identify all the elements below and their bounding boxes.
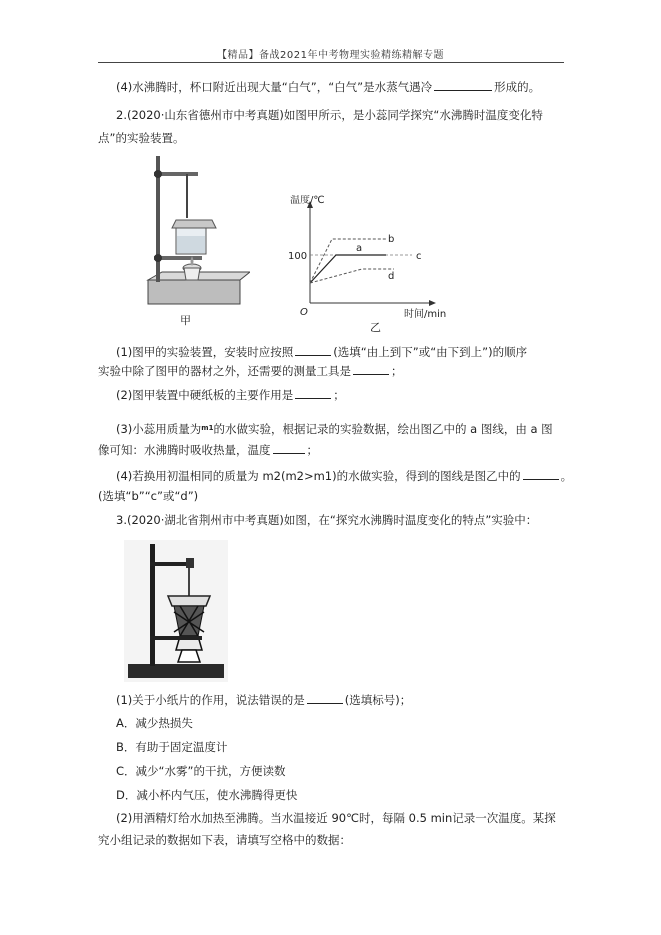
option-d: D．减小杯内气压，使水沸腾得更快 (116, 788, 298, 802)
y-tick-100: 100 (288, 251, 308, 262)
q2-intro-line1: 2.(2020·山东省德州市中考真题)如图甲所示，是小蕊同学探究“水沸腾时温度变化特 (116, 108, 543, 122)
option-a: A．减少热损失 (116, 716, 193, 730)
q2-part1-text: (1)图甲的实验装置，安装时应按照 (116, 345, 294, 359)
y-axis-label: 温度/℃ (290, 195, 325, 206)
answer-blank[interactable] (295, 387, 331, 399)
figure-yi-caption: 乙 (370, 321, 381, 334)
answer-blank[interactable] (307, 692, 343, 704)
answer-blank[interactable] (295, 344, 331, 356)
answer-blank[interactable] (434, 79, 492, 91)
q2-part3b-tail: ； (306, 443, 318, 457)
apparatus-drawing (140, 152, 250, 332)
q2-part4-line1 (116, 468, 572, 484)
q2-part2 (116, 387, 345, 403)
q3-part2-line2: 究小组记录的数据如下表，请填写空格中的数据： (98, 833, 351, 847)
q2-part3b-text: 像可知：水沸腾时吸收热量，温度 (98, 443, 271, 457)
q2-part1b-tail: ； (391, 364, 403, 378)
q2-part3-post: 的水做实验，根据记录的实验数据，绘出图乙中的 a 图线，由 a 图 (213, 422, 553, 436)
q3-part1 (116, 692, 411, 708)
q3-intro: 3.(2020·湖北省荆州市中考真题)如图，在“探究水沸腾时温度变化的特点”实验中： (116, 513, 538, 527)
header-divider (98, 62, 564, 63)
curve-label-b: b (388, 234, 395, 245)
origin-label: O (300, 307, 308, 318)
x-axis-label: 时间/min (404, 309, 447, 320)
q2-part2-text: (2)图甲装置中硬纸板的主要作用是 (116, 388, 294, 402)
q2-part1-line1 (116, 344, 527, 360)
q2-part3-line2 (98, 442, 318, 458)
figure-jia (140, 152, 250, 332)
temperature-time-graph (282, 195, 462, 333)
q2-part1-tail: (选填“由上到下”或“由下到上”)的顺序 (333, 345, 528, 359)
q2-part1-line2 (98, 363, 403, 379)
curve-label-d: d (388, 271, 395, 282)
figure-jia-caption: 甲 (180, 314, 191, 327)
q2-part3-line1 (116, 421, 553, 437)
curve-label-c: c (416, 251, 422, 262)
q3-part1-text: (1)关于小纸片的作用，说法错误的是 (116, 693, 305, 707)
q3-part2-line1: (2)用酒精灯给水加热至沸腾。当水温接近 90℃时，每隔 0.5 min记录一次温度。某探 (116, 811, 556, 825)
curve-label-a: a (356, 243, 363, 254)
apparatus-photo (124, 540, 228, 682)
option-b: B．有助于固定温度计 (116, 740, 228, 754)
figure-yi (282, 195, 462, 333)
page-header: 【精品】备战2021年中考物理实验精练精解专题 (217, 50, 444, 61)
figure-q3-apparatus (124, 540, 228, 682)
answer-blank[interactable] (273, 442, 305, 454)
answer-blank[interactable] (353, 363, 389, 375)
q2-part4-tail: 。 (560, 469, 573, 483)
q2-part1b-text: 实验中除了图甲的器材之外，还需要的测量工具是 (98, 364, 351, 378)
q2-part4-line2: (选填“b”“c”或“d”) (98, 489, 199, 503)
q3-part1-tail: (选填标号)； (344, 693, 412, 707)
q2-part3-pre: (3)小蕊用质量为 (116, 422, 202, 436)
q1-part4-text: (4)水沸腾时，杯口附近出现大量“白气”，“白气”是水蒸气遇冷 (116, 80, 433, 94)
q2-intro-line2: 点”的实验装置。 (98, 131, 185, 145)
q2-part2-tail: ； (333, 388, 345, 402)
q1-part4-tail: 形成的。 (494, 80, 541, 94)
option-c: C．减少“水雾”的干扰，方便读数 (116, 764, 286, 778)
mass-symbol-m1: m1 (201, 424, 214, 432)
answer-blank[interactable] (523, 468, 559, 480)
q2-part4-text: (4)若换用初温相同的质量为 m2(m2>m1)的水做实验，得到的图线是图乙中的 (116, 469, 521, 483)
q1-part4 (116, 79, 540, 95)
